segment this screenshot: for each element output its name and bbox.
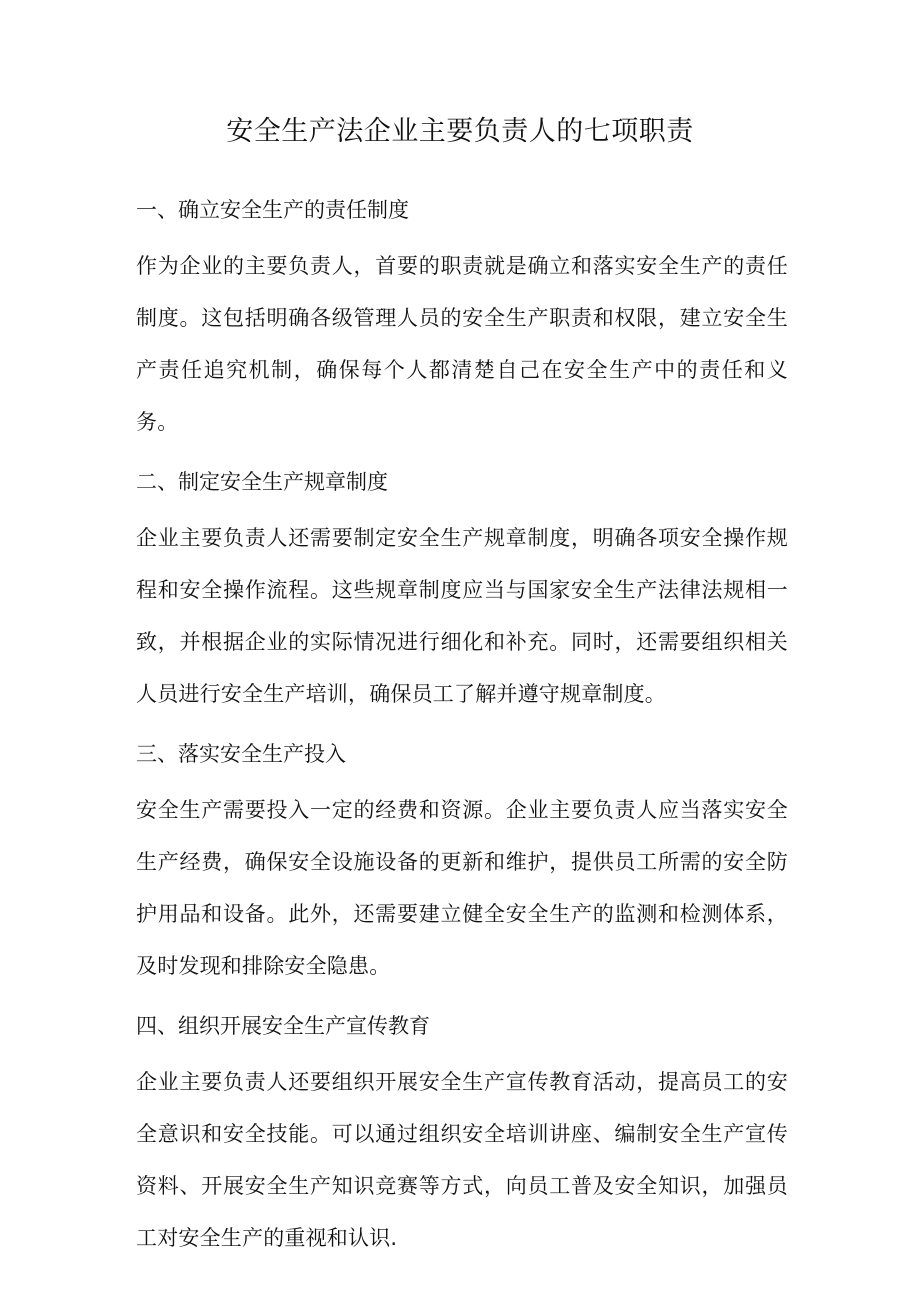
section-body: 企业主要负责人还需要制定安全生产规章制度，明确各项安全操作规程和安全操作流程。这些规章制度应当与国家安全生产法律法规相一致，并根据企业的实际情况进行细化和补充。同时，还需要组织相关人员进行安全生产培训，确保员工了解并遵守规章制度。 <box>136 526 788 706</box>
document-content <box>136 188 788 1276</box>
section-heading: 三、落实安全生产投入 <box>136 742 346 766</box>
section-heading: 二、制定安全生产规章制度 <box>136 470 388 494</box>
section-4 <box>136 1004 788 1264</box>
section-body: 作为企业的主要负责人，首要的职责就是确立和落实安全生产的责任制度。这包括明确各级管理人员的安全生产职责和权限，建立安全生产责任追究机制，确保每个人都清楚自己在安全生产中的责任和义务。 <box>136 254 788 434</box>
section-body: 安全生产需要投入一定的经费和资源。企业主要负责人应当落实安全生产经费，确保安全设施设备的更新和维护，提供员工所需的安全防护用品和设备。此外，还需要建立健全安全生产的监测和检测体系，及时发现和排除安全隐患。 <box>136 798 788 978</box>
section-heading: 一、确立安全生产的责任制度 <box>136 198 409 222</box>
section-heading: 四、组织开展安全生产宣传教育 <box>136 1014 430 1038</box>
section-2 <box>136 460 788 720</box>
section-1 <box>136 188 788 448</box>
document-title: 安全生产法企业主要负责人的七项职责 <box>226 116 694 147</box>
section-3 <box>136 732 788 992</box>
section-body: 企业主要负责人还要组织开展安全生产宣传教育活动，提高员工的安全意识和安全技能。可以通过组织安全培训讲座、编制安全生产宣传资料、开展安全生产知识竞赛等方式，向员工普及安全知识，加强员工对安全生产的重视和认识. <box>136 1070 788 1250</box>
